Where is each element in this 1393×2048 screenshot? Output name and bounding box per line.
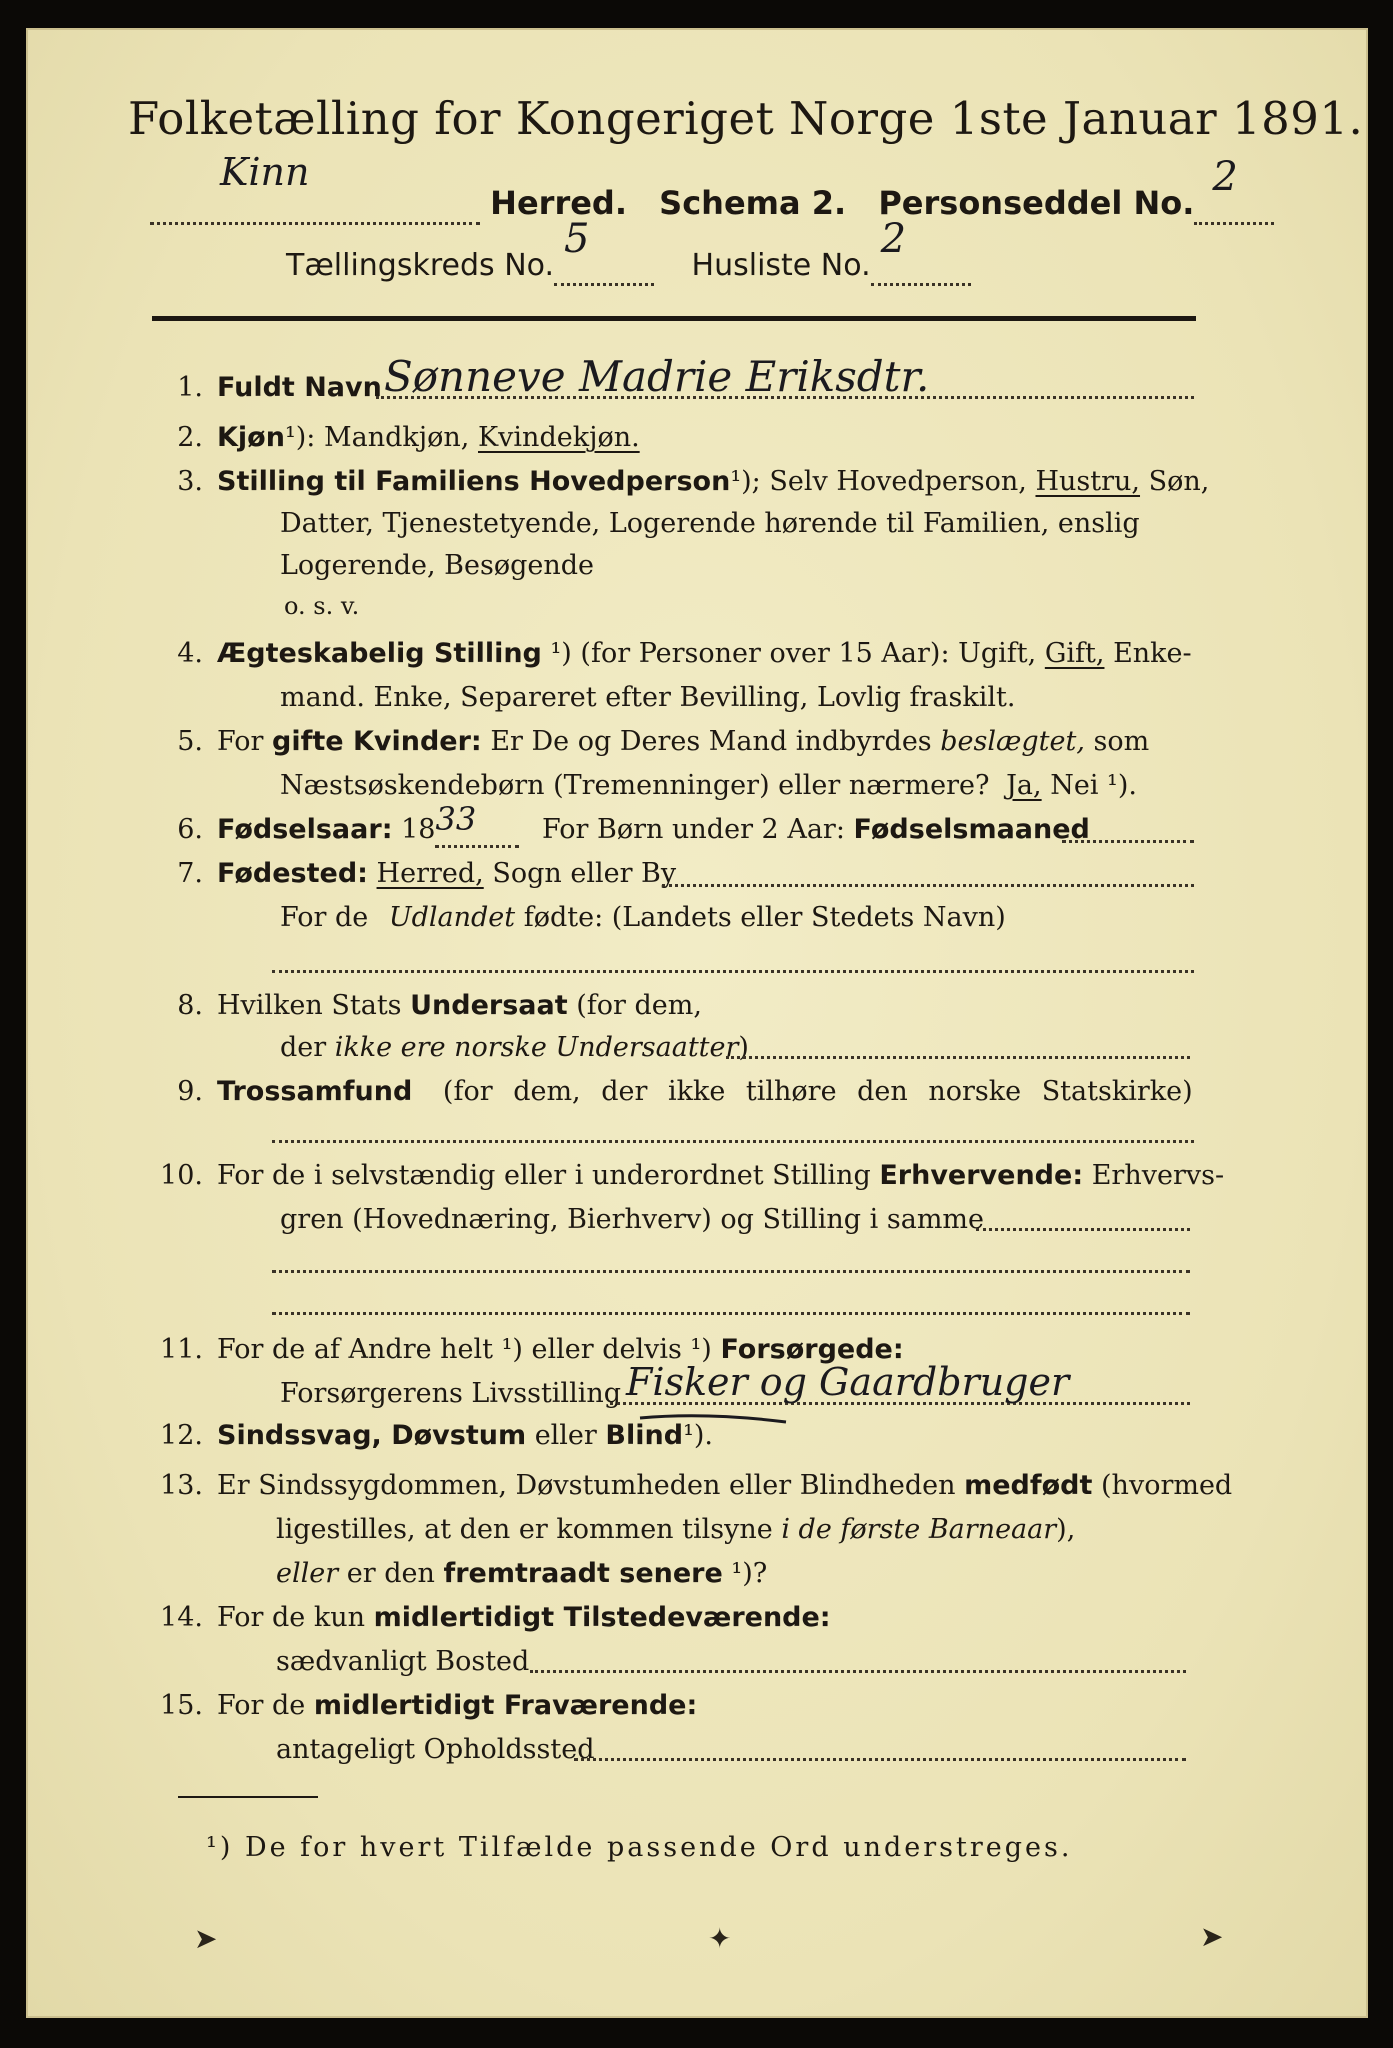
- q8-line2: [280, 1032, 749, 1063]
- personseddel-label: Personseddel No.: [878, 184, 1195, 222]
- q12-eller: eller: [534, 1420, 597, 1451]
- q14-label: midlertidigt Tilstedeværende:: [373, 1602, 831, 1633]
- q10-line2: gren (Hovednæring, Bierhverv) og Stilling i samme: [280, 1204, 985, 1235]
- q9-row: [148, 1076, 1193, 1107]
- q7-option-herred: Herred,: [376, 858, 484, 889]
- husliste-field: [871, 216, 971, 286]
- q14-line2: sædvanligt Bosted: [276, 1646, 530, 1677]
- q3-number: 3.: [177, 466, 203, 497]
- q3-option-hustru: Hustru,: [1035, 466, 1141, 497]
- q15-line2: antageligt Opholdssted: [276, 1734, 595, 1765]
- q2-number: 2.: [177, 422, 203, 453]
- q6-number: 6.: [177, 814, 203, 845]
- q4-option-gift: Gift,: [1044, 638, 1105, 669]
- q2-option-mandkjon: Mandkjøn,: [324, 422, 470, 453]
- bottom-left-mark-icon: ➤: [194, 1922, 218, 1955]
- personseddel-field: [1194, 154, 1274, 225]
- q12-row: [148, 1420, 713, 1451]
- q4-number: 4.: [177, 638, 203, 669]
- q14-text: For de kun: [217, 1602, 365, 1633]
- q4-text: ¹) (for Personer over 15 Aar): Ugift,: [550, 638, 1037, 669]
- q10-text-b: Erhvervs-: [1091, 1160, 1225, 1191]
- husliste-value: 2: [880, 216, 907, 262]
- q9-number: 9.: [177, 1076, 203, 1107]
- herred-value: Kinn: [220, 150, 310, 194]
- q4-option-enke: Enke-: [1113, 638, 1192, 669]
- q13-close: ),: [1056, 1514, 1076, 1545]
- herred-label: Herred.: [490, 184, 627, 222]
- q9-label: Trossamfund: [217, 1076, 413, 1107]
- q14-number: 14.: [160, 1602, 203, 1633]
- q15-row: [148, 1690, 697, 1721]
- husliste-label: Husliste No.: [691, 248, 871, 283]
- q4-label: Ægteskabelig Stilling: [217, 638, 542, 669]
- q13-number: 13.: [160, 1470, 203, 1501]
- q7-field2: [272, 970, 1194, 973]
- q6-row: [148, 800, 1090, 848]
- q9-text: (for dem, der ikke tilhøre den norske Statskirke): [442, 1076, 1193, 1107]
- q5-option-nei: Nei ¹).: [1050, 770, 1137, 801]
- q15-text: For de: [217, 1690, 306, 1721]
- q2-label: Kjøn: [217, 422, 285, 453]
- q5-text: Er De og Deres Mand indbyrdes: [490, 726, 932, 757]
- q12-label-blind: Blind: [605, 1420, 684, 1451]
- q12-label: Sindssvag, Døvstum: [217, 1420, 527, 1451]
- q7-field: [662, 884, 1194, 887]
- q13-eller: eller: [276, 1558, 339, 1589]
- q8-text: Hvilken Stats: [217, 990, 402, 1021]
- q3-option-selv: Selv Hovedperson,: [769, 466, 1027, 497]
- q5-som: som: [1093, 726, 1150, 757]
- q11-line2: Forsørgerens Livsstilling: [280, 1378, 622, 1409]
- q13-ligestilles: ligestilles, at den er kommen tilsyne: [276, 1514, 773, 1545]
- q1-row: [148, 372, 382, 403]
- schema-label: Schema 2.: [659, 184, 847, 222]
- herred-field: [150, 150, 480, 225]
- q6-value: 33: [435, 800, 477, 838]
- q10-field: [976, 1228, 1190, 1231]
- q10-text: For de i selvstændig eller i underordnet Stilling: [217, 1160, 871, 1191]
- q1-number: 1.: [177, 372, 203, 403]
- q10-field3: [272, 1312, 1190, 1315]
- q3-note: ¹);: [730, 466, 761, 497]
- q7-for-de: For de: [280, 902, 369, 933]
- q13-label: medfødt: [964, 1470, 1093, 1501]
- q6-field: [435, 800, 519, 848]
- q13-label2: fremtraadt senere: [443, 1558, 723, 1589]
- q1-value: Sønneve Madrie Eriksdtr.: [384, 352, 930, 401]
- q8-ikke-norske: ikke ere norske Undersaatter: [334, 1032, 739, 1063]
- q3-option-son: Søn,: [1148, 466, 1210, 497]
- q2-row: [148, 422, 640, 453]
- bottom-center-mark-icon: ✦: [708, 1922, 732, 1955]
- q11-number: 11.: [160, 1334, 203, 1365]
- q7-text2: fødte: (Landets eller Stedets Navn): [523, 902, 1006, 933]
- form-title: Folketælling for Kongeriget Norge 1ste Januar 1891.: [128, 92, 1364, 145]
- taellingskreds-field: [554, 216, 654, 286]
- q7-row: [148, 858, 676, 889]
- herred-line: [150, 150, 1274, 225]
- q13-barneaar: i de første Barneaar: [781, 1514, 1057, 1545]
- q8-number: 8.: [177, 990, 203, 1021]
- taellingskreds-line: [286, 216, 971, 286]
- header-rule: [152, 316, 1196, 321]
- q4-row: [148, 638, 1192, 669]
- q10-number: 10.: [160, 1160, 203, 1191]
- q6-label: Fødselsaar:: [217, 814, 393, 845]
- q5-line2: [280, 770, 1137, 801]
- q7-option-sogn: Sogn eller By: [492, 858, 677, 889]
- q11-value: Fisker og Gaardbruger: [626, 1360, 1070, 1404]
- q3-line3: Logerende, Besøgende: [280, 550, 594, 581]
- q12-note: ¹).: [683, 1420, 714, 1451]
- q5-row: [148, 726, 1149, 757]
- q10-row: [148, 1160, 1224, 1191]
- q8-row: [148, 990, 702, 1021]
- footnote-rule: [178, 1796, 318, 1798]
- q3-label: Stilling til Familiens Hovedperson: [217, 466, 731, 497]
- q15-number: 15.: [160, 1690, 203, 1721]
- q10-field2: [272, 1270, 1190, 1273]
- q15-label: midlertidigt Fraværende:: [313, 1690, 698, 1721]
- q10-label: Erhvervende:: [879, 1160, 1084, 1191]
- q6-label2: Fødselsmaaned: [853, 814, 1090, 845]
- taellingskreds-label: Tællingskreds No.: [286, 248, 554, 283]
- q2-note: ¹):: [284, 422, 316, 453]
- q5-label: gifte Kvinder:: [272, 726, 482, 757]
- q5-option-ja: Ja,: [1006, 770, 1042, 801]
- personseddel-value: 2: [1212, 154, 1238, 200]
- q6-month-field: [1062, 840, 1194, 843]
- q7-udlandet: Udlandet: [388, 902, 516, 933]
- q5-for: For: [217, 726, 264, 757]
- bottom-right-mark-icon: ➤: [1200, 1920, 1224, 1953]
- q2-option-kvindekjon: Kvindekjøn.: [478, 422, 640, 453]
- q5-question: Næstsøskendebørn (Tremenninger) eller nærmere?: [280, 770, 990, 801]
- taellingskreds-value: 5: [564, 216, 590, 262]
- q11-text: For de af Andre helt ¹) eller delvis ¹): [217, 1334, 712, 1365]
- q5-number: 5.: [177, 726, 203, 757]
- q11-label: Forsørgede:: [720, 1334, 904, 1365]
- q9-field: [272, 1140, 1194, 1143]
- q7-line2: [280, 902, 1006, 933]
- q13-text-b: (hvormed: [1101, 1470, 1233, 1501]
- q3-row: [148, 466, 1209, 497]
- q14-field: [530, 1670, 1186, 1673]
- q4-line2: mand. Enke, Separeret efter Bevilling, Lovlig fraskilt.: [280, 682, 1016, 713]
- q13-line2: [276, 1514, 1075, 1545]
- q8-text-b: (for dem,: [576, 990, 702, 1021]
- q8-der: der: [280, 1032, 327, 1063]
- q8-label: Undersaat: [410, 990, 568, 1021]
- q3-line2: Datter, Tjenestetyende, Logerende hørende til Familien, enslig: [280, 508, 1140, 539]
- q8-close: ): [738, 1032, 749, 1063]
- q15-field: [574, 1758, 1186, 1761]
- q7-label: Fødested:: [217, 858, 368, 889]
- q13-text: Er Sindssygdommen, Døvstumheden eller Blindheden: [217, 1470, 956, 1501]
- q1-label: Fuldt Navn: [217, 372, 382, 403]
- q13-note: ¹)?: [731, 1558, 768, 1589]
- q7-number: 7.: [177, 858, 203, 889]
- q12-number: 12.: [160, 1420, 203, 1451]
- q14-row: [148, 1602, 831, 1633]
- q8-field: [726, 1056, 1190, 1059]
- q13-er-den: er den: [346, 1558, 435, 1589]
- footnote: ¹) De for hvert Tilfælde passende Ord understreges.: [206, 1832, 1073, 1863]
- q6-text: For Børn under 2 Aar:: [542, 814, 845, 845]
- q13-line3: [276, 1558, 767, 1589]
- q13-row: [148, 1470, 1232, 1501]
- q6-prefix: 18: [401, 814, 436, 845]
- q3-line4: o. s. v.: [284, 592, 360, 620]
- q5-beslaegtet: beslægtet,: [940, 726, 1085, 757]
